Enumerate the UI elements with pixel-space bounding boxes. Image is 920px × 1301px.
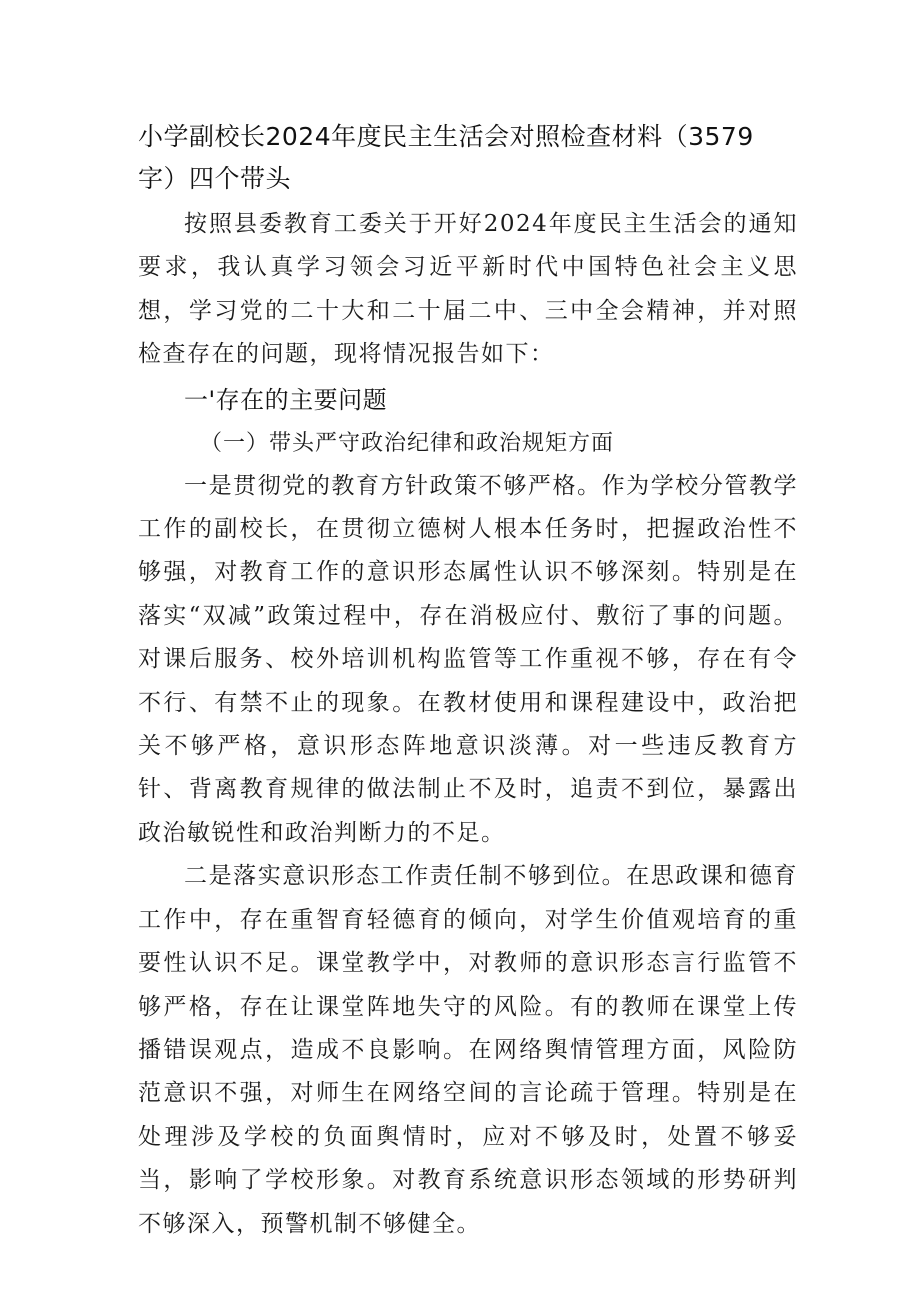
body-paragraph-1: 一是贯彻党的教育方针政策不够严格。作为学校分管教学工作的副校长，在贯彻立德树人根本任务时，把握政治性不够强，对教育工作的意识形态属性认识不够深刻。特别是在落实“双减”政策过程中，存在消极应付、敷衍了事的问题。对课后服务、校外培训机构监管等工作重视不够，存在有令不行、有禁不止的现象。在教材使用和课程建设中，政治把关不够严格，意识形态阵地意识淡薄。对一些违反教育方针、背离教育规律的做法制止不及时，追责不到位，暴露出政治敏锐性和政治判断力的不足。 [138, 472, 798, 846]
intro-paragraph: 按照县委教育工委关于开好2024年度民主生活会的通知要求，我认真学习领会习近平新时代中国特色社会主义思想，学习党的二十大和二十届二中、三中全会精神，并对照检查存在的问题，现将情况报告如下： [138, 211, 798, 368]
body-paragraph-2: 二是落实意识形态工作责任制不够到位。在思政课和德育工作中，存在重智育轻德育的倾向，对学生价值观培育的重要性认识不足。课堂教学中，对教师的意识形态言行监管不够严格，存在让课堂阵地失守的风险。有的教师在课堂上传播错误观点，造成不良影响。在网络舆情管理方面，风险防范意识不强，对师生在网络空间的言论疏于管理。特别是在处理涉及学校的负面舆情时，应对不够及时，处置不够妥当，影响了学校形象。对教育系统意识形态领域的形势研判不够深入，预警机制不够健全。 [138, 863, 798, 1237]
document-title: 小学副校长2024年度民主生活会对照检查材料（3579字）四个带头 [138, 122, 754, 193]
document-body [138, 203, 798, 1246]
section-heading-main-problems: 一'存在的主要问题 [184, 385, 388, 414]
subsection-heading-political-discipline: （一）带头严守政治纪律和政治规矩方面 [200, 430, 615, 456]
